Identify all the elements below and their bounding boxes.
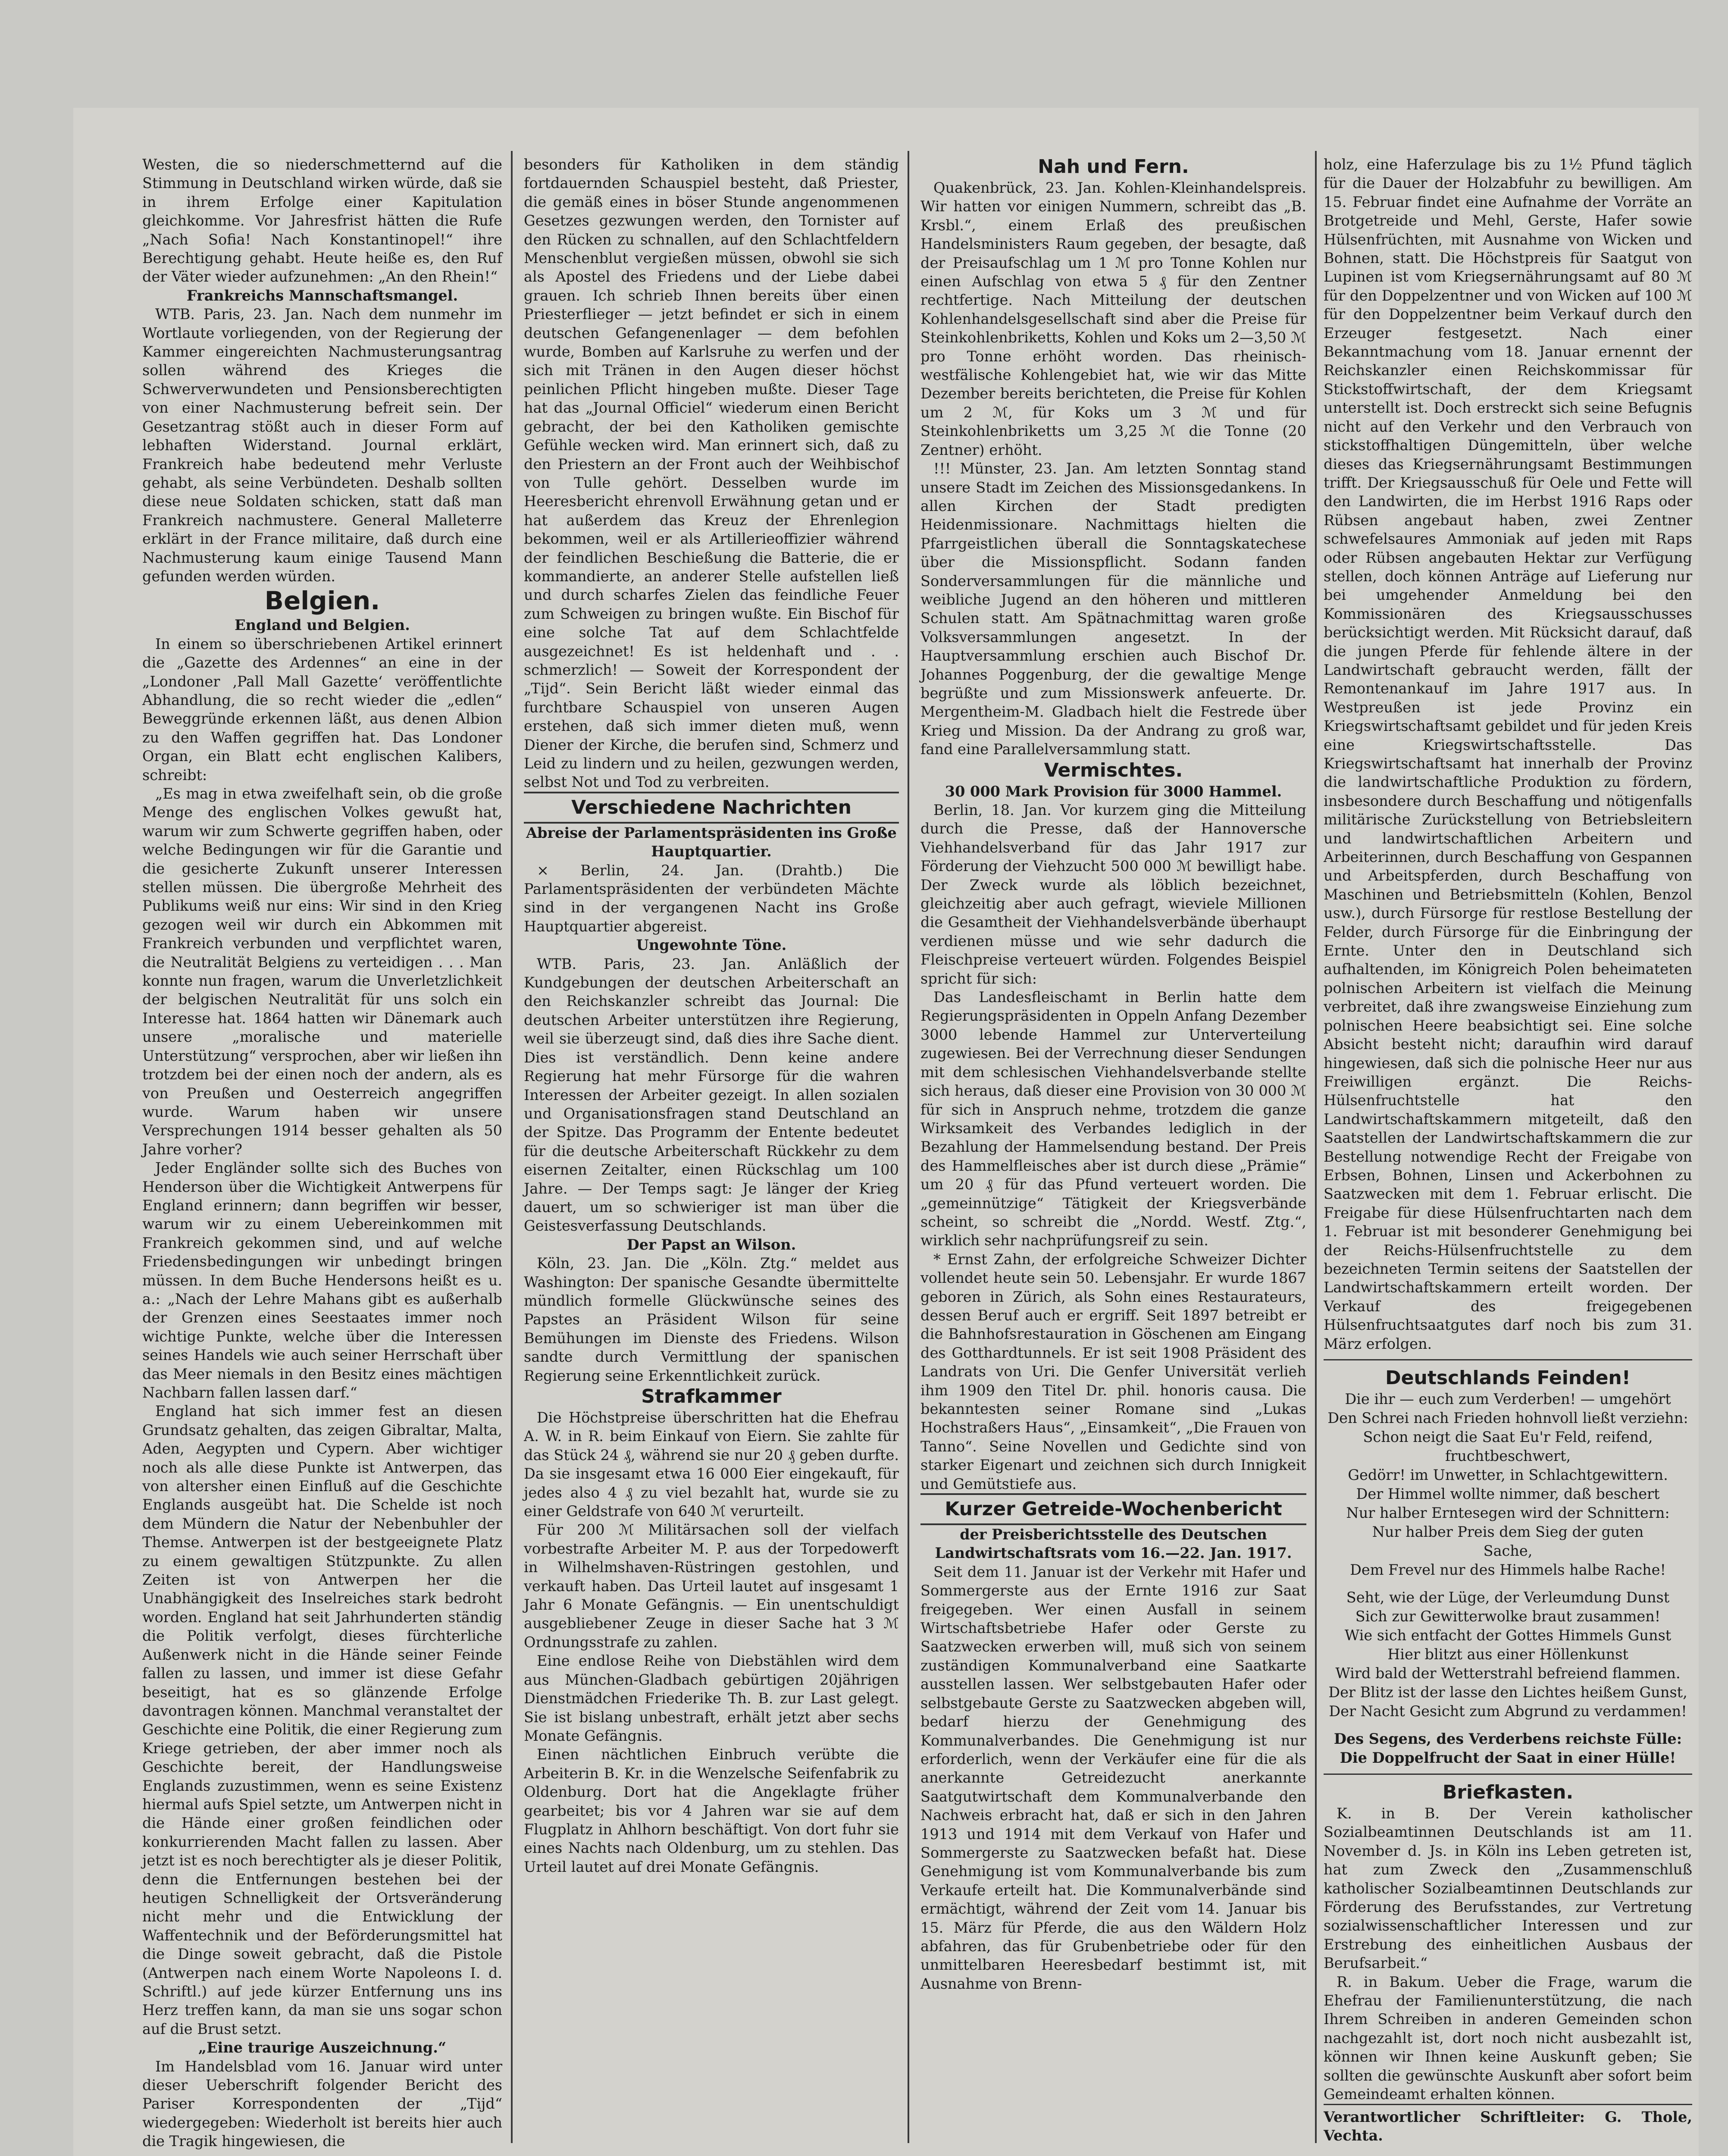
poem-line: Nur halber Erntesegen wird der Schnittern: [1346,1504,1670,1521]
article-text: × Berlin, 24. Jan. (Drahtb.) Die Parlamentspräsidenten der verbündeten Mächte sind in der vergangenen Nacht ins Große Hauptquartier abgereist. [524,862,899,935]
poem-line: Wird bald der Wetterstrahl befreiend flammen. [1335,1665,1681,1682]
editor-line: Verantwortlicher Schriftleiter: G. Thole, Vechta. [1324,2104,1692,2145]
article-text: Köln, 23. Jan. Die „Köln. Ztg.“ meldet aus Washington: Der spanische Gesandte übermittelte mündlich formelle Glückwünsche seines des Papstes an Präsident Wilson für seine Bemühungen im Dienste des Friedens. Wilson sandte durch Vermittlung der spanischen Regierung seine Erkenntlichkeit zurück. [524,1255,899,1384]
article-text: Das Landesfleischamt in Berlin hatte dem Regierungspräsidenten in Oppeln Anfang Dezember 3000 lebende Hammel zur Unterverteilung zugewiesen. Bei der Verrechnung dieser Sendungen mit dem schlesischen Viehhandelsverbande stellte sich heraus, daß dieser eine Provision von 30 000 ℳ für sich in Anspruch nehme, trotzdem die ganze Wirksamkeit des Verbandes lediglich in der Bezahlung der Hammelsendung bestand. Der Preis des Hammelfleisches aber ist durch diese „Prämie“ um 20 ₰ für das Pfund verteuert worden. Die „gemeinnützige“ Tätigkeit der Kriegsverbände scheint, so schreibt die „Nordd. Westf. Ztg.“, wirklich sehr nachprüfungsreif zu sein. [920,989,1306,1249]
subsection-heading: Der Papst an Wilson. [626,1236,796,1253]
article-text: holz, eine Haferzulage bis zu 1½ Pfund täglich für die Dauer der Holzabfuhr zu bewilligen. Am 15. Februar findet eine Aufnahme der Vorräte an Brotgetreide und Mehl, Gerste, Hafer sowie Hülsenfrüchten, mit Ausnahme von Wicken und Bohnen, statt. Die Höchstpreis für Saatgut von Lupinen ist vom Kriegsernährungsamt auf 80 ℳ für den Doppelzentner und von Wicken auf 100 ℳ für den Doppelzentner beim Verkauf durch den Erzeuger festgesetzt. Nach einer Bekanntmachung vom 18. Januar ernennt der Reichskanzler einen Reichskommissar für Stickstoffwirtschaft, der dem Kriegsamt unterstellt ist. Doch erstreckt sich seine Befugnis nicht auf den Verkehr und den Verbrauch von stickstoffhaltigen Düngemitteln, über welche dieses das Kriegsernährungsamt Bestimmungen trifft. Der Kriegsausschuß für Oele und Fette will den Landwirten, die im Herbst 1916 Raps oder Rübsen angebaut haben, zwei Zentner schwefelsaures Ammoniak auf jeden mit Raps oder Rübsen angebauten Hektar zur Verfügung stellen, doch können Anträge auf Lieferung nur bei umgehender Anmeldung bei den Kommissionären des Kriegsausschusses berücksichtigt werden. Mit Rücksicht darauf, daß die jungen Pferde für fehlende ältere in der Landwirtschaft gebraucht werden, fällt der Remontenankauf im Jahre 1917 aus. In Westpreußen ist jede Provinz ein Kriegswirtschaftsamt gebildet und für jeden Kreis eine Kriegswirtschaftsstelle. Das Kriegswirtschaftsamt hat innerhalb der Provinz die landwirtschaftliche Produktion zu fördern, insbesondere durch Beschaffung und nötigenfalls militärische Zurückstellung von Betriebsleitern und landwirtschaftlichen Arbeitern und Arbeiterinnen, durch Beschaffung von Gespannen und Arbeitspferden, durch Beschaffung von Maschinen und Betriebsmitteln (Kohlen, Benzol usw.), durch Fürsorge für restlose Bestellung der Felder, durch Fürsorge für die Einbringung der Ernte. Unter den in Deutschland sich aufhaltenden, im Königreich Polen beheimateten polnischen Arbeitern ist vielfach die Meinung verbreitet, daß ihre zwangsweise Einziehung zum polnischen Heere beabsichtigt sei. Eine solche Absicht besteht nicht; daraufhin wird darauf hingewiesen, daß sich die polnische Heer nur aus Freiwilligen ergänzt. Die Reichs-Hülsenfruchtstelle hat den Landwirtschaftskammern mitgeteilt, daß den Saatstellen der Landwirtschaftskammern die zur Bestellung notwendige Recht der Freigabe von Erbsen, Bohnen, Linsen und Ackerbohnen zu Saatzwecken mit dem 1. Februar erlischt. Die Freigabe für diese Hülsenfruchtarten nach dem 1. Februar ist mit besonderer Genehmigung bei der Reichs-Hülsenfruchtstelle zu dem bezeichneten Termin seitens der Saatstellen der Landwirtschaftskammern erteilt worden. Der Verkauf des freigegebenen Hülsenfruchtsaatgutes darf noch bis zum 31. März erfolgen. [1324,156,1692,1352]
poem [1324,1390,1692,1767]
article-text: R. in Bakum. Ueber die Frage, warum die Ehefrau der Familienunterstützung, die nach Ihrem Schreiben in anderen Gemeinden schon nachgezahlt ist, dort noch nicht ausbezahlt ist, können wir Ihnen keine Auskunft geben; Sie sollten die gewünschte Auskunft aber sofort beim Gemeindeamt erhalten können. [1324,1973,1692,2103]
column-4 [1324,155,1692,2145]
column-2 [524,155,899,1876]
article-text: besonders für Katholiken in dem ständig fortdauernden Schauspiel besteht, daß Priester, die gemäß eines in böser Stunde angenommenen Gesetzes gezwungen werden, den Tornister auf den Rücken zu schnallen, auf den Schlachtfeldern Menschenblut vergießen müssen, obwohl sie sich als Apostel des Friedens und der Liebe dabei grauen. Ich schrieb Ihnen bereits über einen Priesterflieger — jetzt befindet er sich in einem deutschen Gefangenenlager — dem befohlen wurde, Bomben auf Karlsruhe zu werfen und der sich mit Tränen in den Augen dieser höchst peinlichen Pflicht hingeben mußte. Dieser Tage hat das „Journal Officiel“ wiederum einen Bericht gebracht, der bei den Katholiken gemischte Gefühle wecken wird. Man erinnert sich, daß zu den Priestern an der Front auch der Weihbischof von Tulle gehört. Desselben wurde im Heeresbericht ehrenvoll Erwähnung getan und er hat außerdem das Kreuz der Ehrenlegion bekommen, weil er als Artillerieoffizier während der feindlichen Beschießung die Batterie, die er kommandierte, an anderer Stelle aufstellen ließ und durch scharfes Zielen das feindliche Feuer zum Schweigen zu bringen wußte. Ein Bischof für eine solche Tat auf dem Schlachtfelde ausgezeichnet! Es ist heldenhaft und . . schmerzlich! — Soweit der Korrespondent der „Tijd“. Sein Bericht läßt wieder einmal das furchtbare Schauspiel von unseren Augen erstehen, daß sich immer dieten muß, wenn Diener der Kirche, die berufen sind, Schmerz und Leid zu lindern und zu heilen, gezwungen werden, selbst Not und Tod zu verbreiten. [524,156,899,791]
article-text: Für 200 ℳ Militärsachen soll der vielfach vorbestrafte Arbeiter M. P. aus der Torpedowerft in Wilhelmshaven-Rüstringen gestohlen, und verkauft haben. Das Urteil lautet auf insgesamt 1 Jahr 6 Monate Gefängnis. — Ein unentschuldigt ausgebliebener Zeuge in dieser Sache hat 3 ℳ Ordnungsstrafe zu zahlen. [524,1521,899,1651]
article-text: !!! Münster, 23. Jan. Am letzten Sonntag stand unsere Stadt im Zeichen des Missionsgedankens. In allen Kirchen der Stadt predigten Heidenmissionare. Nachmittags hielten die Pfarrgeistlichen überall die Sonntagskatechese über die Missionspflicht. Sodann fanden Sonderversammlungen für die männliche und weibliche Jugend an den höheren und mittleren Schulen statt. Am Spätnachmittag waren große Volksversammlungen angesetzt. In der Hauptversammlung erschien auch Bischof Dr. Johannes Poggenburg, der die gewaltige Menge begrüßte und zum Missionswerk anfeuerte. Dr. Mergentheim-M. Gladbach hielt die Festrede über Krieg und Mission. Da der Andrang zu groß war, fand eine Parallelversammlung statt. [920,460,1306,758]
subsection-heading: der Preisberichtsstelle des Deutschen Landwirtschaftsrats vom 16.—22. Jan. 1917. [935,1526,1292,1562]
section-heading: Briefkasten. [1442,1781,1574,1803]
section-heading: Kurzer Getreide-Wochenbericht [920,1493,1306,1525]
section-heading: Deutschlands Feinden! [1385,1367,1631,1389]
poem-line: Des Segens, des Verderbens reichste Fülle: [1334,1730,1682,1747]
section-heading: Belgien. [264,586,380,616]
poem-line: Den Schrei nach Frieden hohnvoll ließt verziehn: [1327,1410,1688,1426]
poem-line: Die Doppelfrucht der Saat in einer Hülle! [1340,1749,1676,1766]
poem-line: Wie sich entfacht der Gottes Himmels Gunst [1344,1627,1672,1644]
subsection-heading: Ungewohnte Töne. [636,937,787,954]
subsection-heading: 30 000 Mark Provision für 3000 Hammel. [945,783,1282,800]
subsection-heading: „Eine traurige Auszeichnung.“ [198,2039,447,2056]
article-text: WTB. Paris, 23. Jan. Anläßlich der Kundgebungen der deutschen Arbeiterschaft an den Reichskanzler schreibt das Journal: Die deutschen Arbeiter unterstützen ihre Regierung, weil sie überzeugt sind, daß dies ihre Sache dient. Dies ist verständlich. Denn keine andere Regierung hat mehr Fürsorge für die wahren Interessen der Arbeiter gezeigt. In allen sozialen und Organisationsfragen stand Deutschland an der Spitze. Das Programm der Entente bedeutet für die deutsche Arbeiterschaft Rückkehr zu dem eisernen Zeitalter, einen Rückschlag um 100 Jahre. — Der Temps sagt: Je länger der Krieg dauert, um so schwieriger ist man über die Geistesverfassung Deutschlands. [524,955,899,1235]
article-text: „Es mag in etwa zweifelhaft sein, ob die große Menge des englischen Volkes gewußt hat, warum wir zum Schwerte gegriffen haben, oder welche Bedingungen wir für die Garantie und die gesicherte Zukunft unserer Interessen stellen müssen. Die übergroße Mehrheit des Publikums weiß nur eins: Wir sind in den Krieg gezogen weil wir durch ein Abkommen mit Frankreich verbunden und verpflichtet waren, die Neutralität Belgiens zu verteidigen . . . Man konnte nun fragen, warum die Unverletzlichkeit der belgischen Neutralität für uns solch ein Interesse hat. 1864 hatten wir Dänemark auch unsere „moralische und materielle Unterstützung“ versprochen, aber wir ließen ihn trotzdem bei der einen noch der andern, als es von Preußen und Oesterreich angegriffen wurde. Warum haben wir unsere Versprechungen 1914 besser gehalten als 50 Jahre vorher? [142,785,502,1158]
poem-line: Der Himmel wollte nimmer, daß beschert [1356,1485,1660,1502]
article-text: Westen, die so niederschmetternd auf die Stimmung in Deutschland wirken würde, daß sie in ihrem Erfolge einer Kapitulation gleichkomme. Vor Jahresfrist hätten die Rufe „Nach Sofia! Nach Konstantinopel!“ ihre Berechtigung gehabt. Heute heiße es, den Ruf der Väter wieder aufzunehmen: „An den Rhein!“ [142,156,502,285]
divider [1324,1774,1692,1775]
article-text: Eine endlose Reihe von Diebstählen wird dem aus München-Gladbach gebürtigen 20jährigen Dienstmädchen Friederike Th. B. zur Last gelegt. Sie ist bislang unbestraft, erhält jetzt aber sechs Monate Gefängnis. [524,1652,899,1744]
poem-line: Der Blitz ist der lasse den Lichtes heißem Gunst, [1328,1684,1687,1701]
poem-line: Schon neigt die Saat Eu'r Feld, reifend, fruchtbeschwert, [1363,1429,1653,1464]
poem-line: Der Nacht Gesicht zum Abgrund zu verdammen! [1329,1703,1687,1720]
section-heading: Vermischtes. [1044,759,1183,781]
article-text: WTB. Paris, 23. Jan. Nach dem nunmehr im Wortlaute vorliegenden, von der Regierung der Kammer eingereichten Nachmusterungsantrag sollen während des Krieges die Schwerverwundeten und Pensionsberechtigten von einer Nachmusterung befreit sein. Der Gesetzantrag stößt auch in dieser Form auf lebhaften Widerstand. Journal erklärt, Frankreich habe bedeutend mehr Verluste gehabt, als seine Verbündeten. Deshalb sollten diese neue Soldaten schicken, statt daß man Frankreich nachmustere. General Malleterre erklärt in der France militaire, daß durch eine Nachmusterung kaum einige Tausend Mann gefunden werden würden. [142,306,502,585]
poem-line: Die ihr — euch zum Verderben! — umgehört [1345,1391,1671,1407]
article-text: * Ernst Zahn, der erfolgreiche Schweizer Dichter vollendet heute sein 50. Lebensjahr. Er wurde 1867 geboren in Zürich, als Sohn eines Restaurateurs, dessen Beruf auch er ergriff. Seit 1897 betreibt er die Bahnhofsrestauration in Göschenen am Eingang des Gotthardtunnels. Er ist seit 1908 Präsident des Landrats von Uri. Die Genfer Universität verlieh ihm 1909 den Titel Dr. phil. honoris causa. Die bekanntesten seiner Romane sind „Lukas Hochstraßers Haus“, „Einsamkeit“, „Die Frauen von Tanno“. Seine Novellen und Gedichte sind von starker Eigenart und zeichnen sich durch Innigkeit und Gemütstiefe aus. [920,1250,1306,1492]
article-text: Seit dem 11. Januar ist der Verkehr mit Hafer und Sommergerste aus der Ernte 1916 zur Saat freigegeben. Wer einen Ausfall in seinem Wirtschaftsbetriebe Hafer oder Gerste zu Saatzwecken erwerben will, muß sich von seinem zuständigen Kommunalverband eine Saatkarte ausstellen lassen. Wer selbstgebauten Hafer oder selbstgebaute Gerste zu Saatzwecken abgeben will, bedarf hierzu der Genehmigung des Kommunalverbandes. Die Genehmigung ist nur erforderlich, wenn der Verkäufer eine für die als anerkannte Getreidezucht anerkannte Saatgutwirtschaft dem Kommunalverbande den Nachweis erbracht hat, daß er sich in den Jahren 1913 und 1914 mit dem Verkauf von Hafer und Sommergerste zu Saatzwecken befaßt hat. Diese Genehmigung ist vom Kommunalverbande bis zum Verkaufe erteilt hat. Die Kommunalverbände sind ermächtigt, während der Zeit vom 14. Januar bis 15. März für Pferde, die aus den Wäldern Holz abfahren, das für Grubenbetriebe oder für den unmittelbaren Heeresbedarf bestimmt ist, mit Ausnahme von Brenn- [920,1563,1306,1992]
column-rule-3 [1315,151,1317,2143]
poem-line: Gedörr! im Unwetter, in Schlachtgewittern. [1348,1467,1668,1483]
subsection-heading: Abreise der Parlamentspräsidenten ins Große Hauptquartier. [526,824,897,860]
divider [1324,1359,1692,1360]
article-text: K. in B. Der Verein katholischer Sozialbeamtinnen Deutschlands ist am 11. November d. Js. in Köln ins Leben getreten ist, hat zum Zweck den „Zusammenschluß katholischer Sozialbeamtinnen Deutschlands zur Förderung des Berufsstandes, zur Vertretung sozialwissenschaftlicher Interessen und zur Erstrebung des einheitlichen Ausbaus der Berufsarbeit.“ [1324,1805,1692,1972]
article-text: Jeder Engländer sollte sich des Buches von Henderson über die Wichtigkeit Antwerpens für England erinnern; dann begriffen wir besser, warum wir zu einem Uebereinkommen mit Frankreich gekommen sind, und auf welche Friedensbedingungen wir unbedingt bringen müssen. In dem Buche Hendersons heißt es u. a.: „Nach der Lehre Mahans gibt es außerhalb der Grenzen eines Seestaates immer noch wichtige Punkte, welche über die Interessen seines Handels wie auch seiner Herrschaft über das Meer niemals in den Besitz eines mächtigen Nachbarn fallen lassen darf.“ [142,1159,502,1401]
poem-line [1324,1579,1692,1588]
section-heading: Nah und Fern. [1038,156,1189,178]
article-text: Einen nächtlichen Einbruch verübte die Arbeiterin B. Kr. in die Wenzelsche Seifenfabrik zu Oldenburg. Dort hat die Angeklagte früher gearbeitet; bis vor 4 Jahren war sie auf dem Flugplatz in Ahlhorn beschäftigt. Von dort fuhr sie eines Nachts nach Oldenburg, um zu stehlen. Das Urteil lautet auf drei Monate Gefängnis. [524,1746,899,1875]
article-text: In einem so überschriebenen Artikel erinnert die „Gazette des Ardennes“ an eine in der „Londoner ‚Pall Mall Gazette‘ veröffentlichte Abhandlung, die so recht wieder die „edlen“ Beweggründe erkennen läßt, aus denen Albion zu den Waffen gegriffen hat. Das Londoner Organ, ein Blatt echt englischen Kalibers, schreibt: [142,635,502,783]
poem-line: Nur halber Preis dem Sieg der guten [1372,1523,1644,1540]
poem-line: Sich zur Gewitterwolke braut zusammen! [1355,1608,1661,1625]
column-rule-2 [908,151,909,2143]
section-heading: Verschiedene Nachrichten [524,792,899,824]
column-1 [142,155,502,2151]
subsection-heading: England und Belgien. [235,617,410,634]
article-text: Im Handelsblad vom 16. Januar wird unter dieser Ueberschrift folgender Bericht des Pariser Korrespondenten der „Tijd“ wiedergegeben: Wiederholt ist bereits hier auch die Tragik hingewiesen, die [142,2058,502,2150]
poem-line: Sache, [1483,1542,1533,1559]
article-text: Berlin, 18. Jan. Vor kurzem ging die Mitteilung durch die Presse, daß der Hannoversche Viehhandelsverband für das Jahr 1917 zur Förderung der Viehzucht 500 000 ℳ bewilligt habe. Der Zweck wurde als löblich bezeichnet, gleichzeitig aber auch gefragt, wieviele Millionen die Gesamtheit der Viehhandelsverbände überhaupt verdienen müsse und wie sehr dadurch die Fleischpreise verteuert würden. Folgendes Beispiel spricht für sich: [920,802,1306,987]
section-heading: Frankreichs Mannschaftsmangel. [186,287,458,304]
poem-line: Dem Frevel nur des Himmels halbe Rache! [1350,1561,1666,1578]
column-rule-1 [511,151,513,2143]
poem-line [1324,1721,1692,1730]
poem-line: Seht, wie der Lüge, der Verleumdung Dunst [1346,1589,1670,1606]
poem-line: Hier blitzt aus einer Höllenkunst [1387,1646,1628,1663]
article-text: England hat sich immer fest an diesen Grundsatz gehalten, das zeigen Gibraltar, Malta, Aden, Aegypten und Cypern. Aber wichtiger noch als alle diese Punkte ist Antwerpen, das von altersher einen Einfluß auf die Geschichte Englands ausgeübt hat. Die Schelde ist noch dem Mündern die Natur der Nebenbuhler der Themse. Antwerpen ist der bestgeeignete Platz zu einem gewaltigen Stützpunkte. Zu allen Zeiten ist von Antwerpen her die Unabhängigkeit des Inselreiches stark bedroht worden. England hat seit Jahrhunderten ständig die Politik verfolgt, dieses fürchterliche Außenwerk nicht in die Hände seiner Feinde fallen zu lassen, und immer ist diese Gefahr beseitigt, hat es so glänzende Erfolge davontragen können. Manchmal veranstaltet der Geschichte eine Politik, die einer Regierung zum Kriege getrieben, der aber immer noch als Geschichte bereit, der Handlungsweise Englands zuzustimmen, wenn es seine Existenz hiermal aufs Spiel setzte, um Antwerpen nicht in die Hände einer großen feindlichen oder konkurrierenden Macht fallen zu lassen. Aber jetzt ist es noch berechtigter als je dieser Politik, denn die Entfernungen bestehen bei der heutigen Schnelligkeit der Ortsveränderung nicht mehr und die Entwicklung der Waffentechnik und der Beförderungsmittel hat die Dinge soweit gebracht, daß die Pistole (Antwerpen nach einem Worte Napoleons I. d. Schriftl.) auf jede kürzer Entfernung uns ins Herz treffen kann, da man sie uns sogar schon auf die Brust setzt. [142,1403,502,2037]
article-text: Die Höchstpreise überschritten hat die Ehefrau A. W. in R. beim Einkauf von Eiern. Sie zahlte für das Stück 24 ₰, während sie nur 20 ₰ geben durfte. Da sie insgesamt etwa 16 000 Eier eingekauft, für jedes also 4 ₰ zu viel bezahlt hat, wurde sie zu einer Geldstrafe von 640 ℳ verurteilt. [524,1409,899,1520]
article-text: Quakenbrück, 23. Jan. Kohlen-Kleinhandelspreis. Wir hatten vor einigen Nummern, schreibt das „B. Krsbl.“, einem Erlaß des preußischen Handelsministers Raum gegeben, der besagte, daß der Preisaufschlag um 1 ℳ pro Tonne Kohlen nur einen Aufschlag von etwa 5 ₰ für den Zentner rechtfertige. Nach Mitteilung der deutschen Kohlenhandelsgesellschaft sind aber die Preise für Steinkohlenbriketts, Kohlen und Koks um 2—3,50 ℳ pro Tonne erhöht worden. Das rheinisch-westfälische Kohlengebiet hat, wie wir das Mitte Dezember bereits berichteten, die Preise für Kohlen um 2 ℳ, für Koks um 3 ℳ und für Steinkohlenbriketts um 3,25 ℳ die Tonne (20 Zentner) erhöht. [920,179,1306,458]
column-3 [920,155,1306,1993]
section-heading: Strafkammer [641,1385,782,1407]
